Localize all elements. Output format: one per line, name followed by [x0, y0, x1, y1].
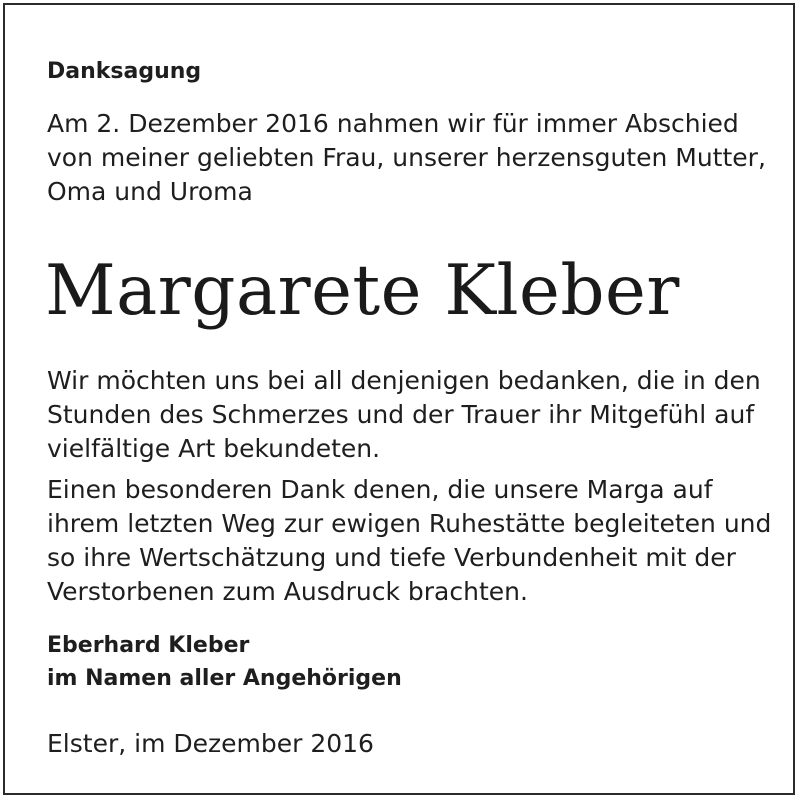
intro-line: Oma und Uroma [47, 177, 253, 206]
signature-subtitle: im Namen aller Angehörigen [47, 666, 402, 691]
place-date: Elster, im Dezember 2016 [47, 729, 374, 758]
notice-heading: Danksagung [47, 59, 202, 84]
paragraph-line: Verstorbenen zum Ausdruck brachten. [47, 577, 528, 606]
intro-line: Am 2. Dezember 2016 nahmen wir für immer Abschied [47, 109, 739, 138]
intro-line: von meiner geliebten Frau, unserer herzensguten Mutter, [47, 143, 766, 172]
intro-text [47, 107, 766, 209]
paragraph-line: Stunden des Schmerzes und der Trauer ihr Mitgefühl auf [47, 400, 755, 429]
paragraph-line: so ihre Wertschätzung und tiefe Verbundenheit mit der [47, 543, 736, 572]
signature [47, 629, 402, 695]
paragraph-line: ihrem letzten Weg zur ewigen Ruhestätte begleiteten und [47, 509, 772, 538]
thanks-paragraph [47, 364, 761, 466]
paragraph-line: vielfältige Art bekundeten. [47, 434, 381, 463]
special-thanks-paragraph [47, 473, 771, 609]
paragraph-line: Einen besonderen Dank denen, die unsere Marga auf [47, 475, 713, 504]
paragraph-line: Wir möchten uns bei all denjenigen bedanken, die in den [47, 366, 761, 395]
signature-name: Eberhard Kleber [47, 633, 250, 658]
deceased-name: Margarete Kleber [45, 251, 680, 331]
obituary-notice [3, 3, 795, 795]
